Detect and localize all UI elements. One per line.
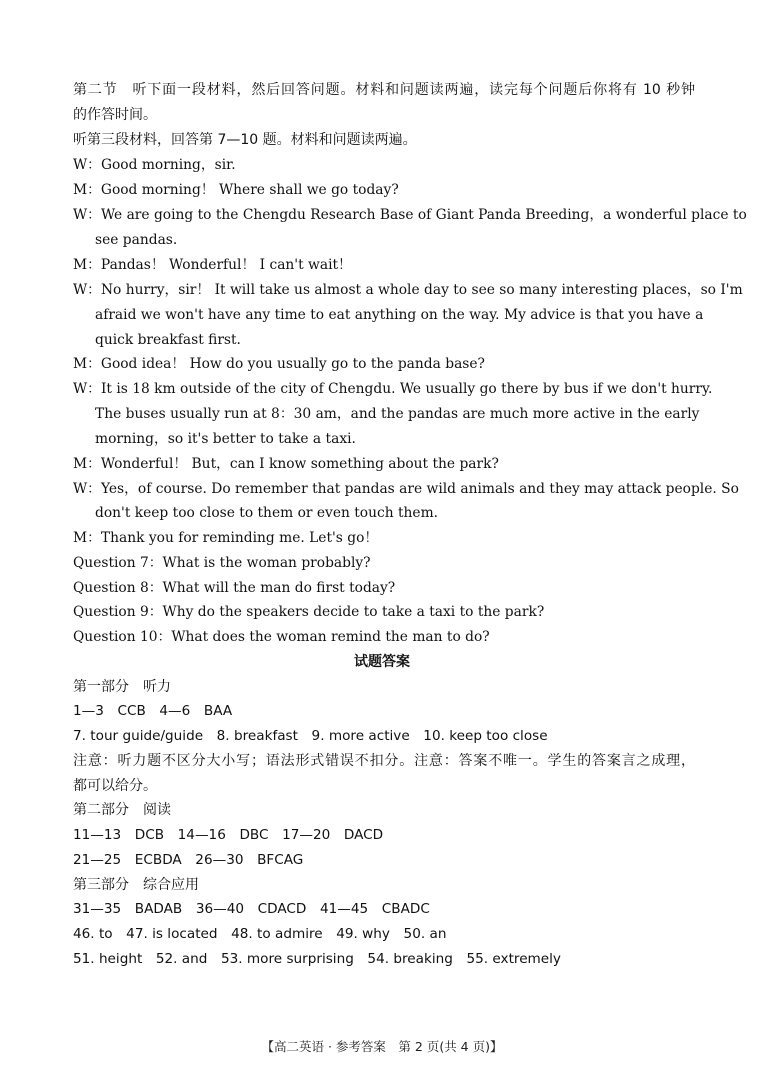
dialogue-line: W：It is 18 km outside of the city of Chengdu. We usually go there by bus if we don't hurry. — [73, 381, 713, 397]
answer-line: 7. tour guide/guide 8. breakfast 9. more active 10. keep too close — [73, 728, 548, 744]
dialogue-line: morning，so it's better to take a taxi. — [95, 431, 356, 447]
answer-note-cont: 都可以给分。 — [73, 778, 157, 794]
answer-line: 46. to 47. is located 48. to admire 49. why 50. an — [73, 926, 447, 942]
answer-section-heading: 第一部分 听力 — [73, 679, 171, 695]
section-heading-cont: 的作答时间。 — [73, 107, 157, 123]
dialogue-line: don't keep too close to them or even touch them. — [95, 505, 439, 521]
dialogue-line: M：Pandas！ Wonderful！ I can't wait！ — [73, 257, 352, 273]
section-heading: 第二节 听下面一段材料，然后回答问题。材料和问题读两遍，读完每个问题后你将有 10 秒钟 — [73, 82, 695, 98]
listening-instruction: 听第三段材料，回答第 7—10 题。材料和问题读两遍。 — [73, 132, 417, 148]
question-line: Question 8：What will the man do first today? — [73, 580, 396, 596]
dialogue-line: afraid we won't have any time to eat anything on the way. My advice is that you have a — [95, 307, 704, 323]
question-line: Question 7：What is the woman probably? — [73, 555, 371, 571]
dialogue-line: quick breakfast first. — [95, 332, 241, 348]
answer-line: 21—25 ECBDA 26—30 BFCAG — [73, 852, 304, 868]
dialogue-line: M：Good idea！ How do you usually go to the panda base? — [73, 356, 485, 372]
page-footer: 【高二英语 · 参考答案 第 2 页(共 4 页)】 — [261, 1039, 503, 1054]
answer-section-heading: 第二部分 阅读 — [73, 802, 171, 818]
question-line: Question 9：Why do the speakers decide to take a taxi to the park? — [73, 604, 545, 620]
answers-title: 试题答案 — [354, 654, 410, 670]
answer-line: 51. height 52. and 53. more surprising 54. breaking 55. extremely — [73, 951, 561, 967]
answer-note: 注意：听力题不区分大小写；语法形式错误不扣分。注意：答案不唯一。学生的答案言之成理， — [73, 753, 695, 769]
dialogue-line: M：Thank you for reminding me. Let's go！ — [73, 530, 379, 546]
dialogue-line: W：We are going to the Chengdu Research Base of Giant Panda Breeding，a wonderful place to — [73, 207, 747, 223]
dialogue-line: W：Yes，of course. Do remember that pandas are wild animals and they may attack people. So — [73, 481, 739, 497]
dialogue-line: W：No hurry，sir！ It will take us almost a whole day to see so many interesting places，so I'm — [73, 282, 743, 298]
question-line: Question 10：What does the woman remind the man to do? — [73, 629, 490, 645]
answer-section-heading: 第三部分 综合应用 — [73, 877, 199, 893]
dialogue-line: The buses usually run at 8：30 am，and the pandas are much more active in the early — [95, 406, 700, 422]
dialogue-line: W：Good morning，sir. — [73, 157, 236, 173]
answer-line: 1—3 CCB 4—6 BAA — [73, 703, 233, 719]
dialogue-line: M：Wonderful！ But，can I know something about the park? — [73, 456, 499, 472]
answer-line: 31—35 BADAB 36—40 CDACD 41—45 CBADC — [73, 901, 430, 917]
dialogue-line: M：Good morning！ Where shall we go today? — [73, 182, 399, 198]
dialogue-line: see pandas. — [95, 232, 178, 248]
answer-line: 11—13 DCB 14—16 DBC 17—20 DACD — [73, 827, 384, 843]
